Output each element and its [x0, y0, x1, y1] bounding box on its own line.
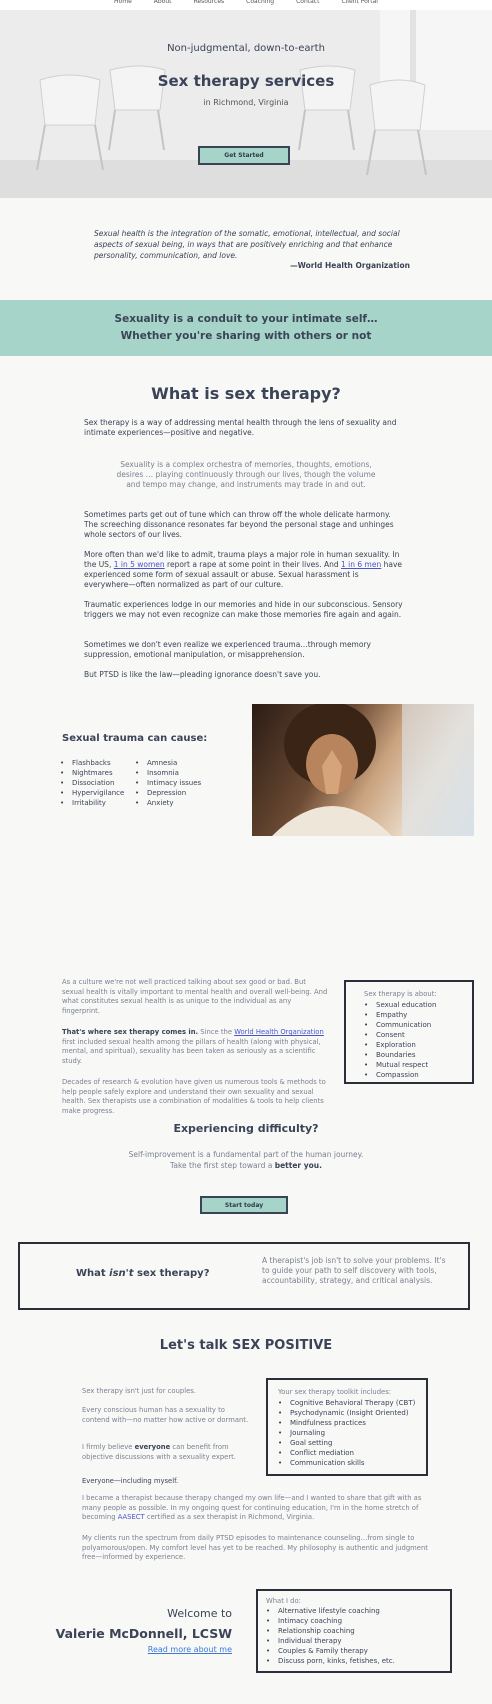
hero-section: [0, 10, 492, 198]
what-i-do-list: [266, 1606, 450, 1666]
list-item: • Communication: [364, 1020, 472, 1030]
what-is-heading: What is sex therapy?: [151, 384, 341, 403]
conduit-band: [0, 300, 492, 356]
start-today-button[interactable]: Start today: [200, 1196, 288, 1214]
isnt-heading: What isn't sex therapy?: [76, 1268, 210, 1279]
trauma-list-1: [60, 758, 140, 808]
trauma-list-2: [135, 758, 225, 808]
list-item: • Individual therapy: [266, 1636, 450, 1646]
difficulty-line-2: Take the first step toward a better you.: [170, 1161, 322, 1170]
including-myself-text: Everyone—including myself.: [82, 1477, 179, 1485]
clients-text: My clients run the spectrum from daily PTSD episodes to maintenance counseling…from single to polyamorous/open. My comfort level has yet to be reached. My philosophy is authentic and judgment free—informed by experience.: [82, 1534, 428, 1561]
list-item: • Couples & Family therapy: [266, 1646, 450, 1656]
list-item: • Cognitive Behavioral Therapy (CBT): [278, 1398, 426, 1408]
nav-home[interactable]: Home: [114, 0, 132, 5]
list-item: • Mutual respect: [364, 1060, 472, 1070]
culture-text: As a culture we're not well practiced talking about sex good or bad. But sexual health is vitally important to mental health and overall well-being. And what constitutes sexual health is as unique to the individual as any fingerprint.: [62, 978, 328, 1015]
hero-location: in Richmond, Virginia: [203, 98, 289, 107]
one-in-five-link[interactable]: 1 in 5 women: [113, 560, 165, 569]
trauma-heading: Sexual trauma can cause:: [62, 733, 208, 744]
toolkit-list: [278, 1398, 426, 1468]
nav-about[interactable]: About: [153, 0, 172, 5]
what-intro: Sex therapy is a way of addressing mental health through the lens of sexuality and intimate experiences—positive and negative.: [84, 418, 397, 437]
sex-positive-heading: Let's talk SEX POSITIVE: [159, 1338, 333, 1353]
list-item: • Conflict mediation: [278, 1448, 426, 1458]
what-i-do-title: What I do:: [266, 1597, 301, 1605]
toolkit-box: [266, 1378, 428, 1476]
top-nav: [0, 0, 492, 10]
list-item: • Amnesia: [135, 758, 225, 768]
get-started-button[interactable]: Get Started: [198, 146, 290, 165]
isnt-text: A therapist's job isn't to solve your problems. It's to guide your path to self discovery with tools, accountability, strategy, and critical analysis.: [262, 1256, 446, 1285]
about-box: [344, 980, 474, 1084]
hero-tagline: Non-judgmental, down-to-earth: [167, 43, 325, 54]
list-item: • Hypervigilance: [60, 788, 140, 798]
who-quote: Sexual health is the integration of the somatic, emotional, intellectual, and social aspects of sexual being, in ways that are positively enriching and that enhance personality, communication, and love.: [94, 229, 400, 260]
list-item: • Compassion: [364, 1070, 472, 1080]
nav-resources[interactable]: Resources: [193, 0, 225, 5]
list-item: • Anxiety: [135, 798, 225, 808]
list-item: • Psychodynamic (Insight Oriented): [278, 1408, 426, 1418]
quote-attribution: —World Health Organization: [290, 261, 410, 270]
list-item: • Boundaries: [364, 1050, 472, 1060]
list-item: • Empathy: [364, 1010, 472, 1020]
band-line-1: Sexuality is a conduit to your intimate self…: [114, 313, 378, 325]
welcome-line: Welcome to: [167, 1607, 232, 1620]
one-in-six-link[interactable]: 1 in 6 men: [341, 560, 382, 569]
difficulty-line-1: Self-improvement is a fundamental part of the human journey.: [128, 1150, 364, 1159]
hero-title: Sex therapy services: [157, 72, 335, 90]
list-item: • Flashbacks: [60, 758, 140, 768]
nav-coaching[interactable]: Coaching: [246, 0, 275, 5]
woman-praying-photo: [252, 704, 474, 836]
about-list: [364, 1000, 472, 1080]
list-item: • Relationship coaching: [266, 1626, 450, 1636]
couples-text: Sex therapy isn't just for couples.: [82, 1387, 196, 1395]
subconscious-text: Traumatic experiences lodge in our memories and hide in our subconscious. Sensory triggers we may not even recognize can make those memories fire again and again.: [84, 600, 403, 619]
ptsd-text: But PTSD is like the law—pleading ignorance doesn't save you.: [84, 670, 321, 679]
therapist-name: Valerie McDonnell, LCSW: [55, 1626, 232, 1641]
list-item: • Consent: [364, 1030, 472, 1040]
list-item: • Goal setting: [278, 1438, 426, 1448]
therapist-story-text: I became a therapist because therapy changed my own life—and I wanted to share that gift with as many people as possible. In my ongoing quest for continuing education, I'm in the home stretch of becoming AASECT certified as a sex therapist in Richmond, Virginia.: [82, 1494, 422, 1521]
list-item: • Alternative lifestyle coaching: [266, 1606, 450, 1616]
difficulty-heading: Experiencing difficulty?: [173, 1122, 319, 1135]
nav-client-portal[interactable]: Client Portal: [341, 0, 378, 5]
harmony-text: Sometimes parts get out of tune which can throw off the whole delicate harmony. The screeching dissonance resonates far beyond the personal stage and unhinges whole sectors of our lives.: [84, 510, 394, 539]
about-box-title: Sex therapy is about:: [364, 990, 437, 998]
list-item: • Sexual education: [364, 1000, 472, 1010]
list-item: • Insomnia: [135, 768, 225, 778]
list-item: • Nightmares: [60, 768, 140, 778]
read-more-link[interactable]: Read more about me: [147, 1645, 232, 1654]
trauma-stats-text: More often than we'd like to admit, trauma plays a major role in human sexuality. In the US, 1 in 5 women report a rape at some point in their lives. And 1 in 6 men have experienced some form of sexual assault or abuse. Sexual harassment is everywhere—often normalized as part of our culture.: [84, 550, 403, 589]
list-item: • Discuss porn, kinks, fetishes, etc.: [266, 1656, 450, 1666]
aasect-link[interactable]: AASECT: [117, 1513, 145, 1521]
list-item: • Intimacy coaching: [266, 1616, 450, 1626]
list-item: • Exploration: [364, 1040, 472, 1050]
band-line-2: Whether you're sharing with others or not: [120, 330, 372, 342]
list-item: • Irritability: [60, 798, 140, 808]
list-item: • Depression: [135, 788, 225, 798]
isnt-box: [18, 1242, 470, 1310]
everyone-text: I firmly believe everyone can benefit from objective discussions with a sexuality expert.: [82, 1443, 236, 1461]
orchestra-text: Sexuality is a complex orchestra of memories, thoughts, emotions, desires … playing continuously through our lives, though the volume and tempo may change, and instruments may trade in and out.: [116, 460, 376, 489]
list-item: • Journaling: [278, 1428, 426, 1438]
what-i-do-box: [256, 1589, 452, 1673]
list-item: • Dissociation: [60, 778, 140, 788]
research-text: Decades of research & evolution have given us numerous tools & methods to help people safely explore and understand their own sexuality and sexual health. Sex therapists use a combination of modalities & tools to help clients make progress.: [62, 1078, 326, 1115]
suppression-text: Sometimes we don't even realize we experienced trauma…through memory suppression, emotional manipulation, or misapprehension.: [84, 640, 371, 659]
list-item: • Communication skills: [278, 1458, 426, 1468]
list-item: • Intimacy issues: [135, 778, 225, 788]
list-item: • Mindfulness practices: [278, 1418, 426, 1428]
conscious-text: Every conscious human has a sexuality to contend with—no matter how active or dormant.: [82, 1406, 249, 1424]
nav-contact[interactable]: Contact: [296, 0, 320, 5]
who-text: That's where sex therapy comes in. Since the World Health Organization first included sexual health among the pillars of health (along with physical, mental, and spiritual), sexuality has been taken as seriously as a scientific study.: [62, 1028, 324, 1065]
toolkit-title: Your sex therapy toolkit includes:: [278, 1388, 392, 1396]
who-link[interactable]: World Health Organization: [234, 1028, 324, 1036]
